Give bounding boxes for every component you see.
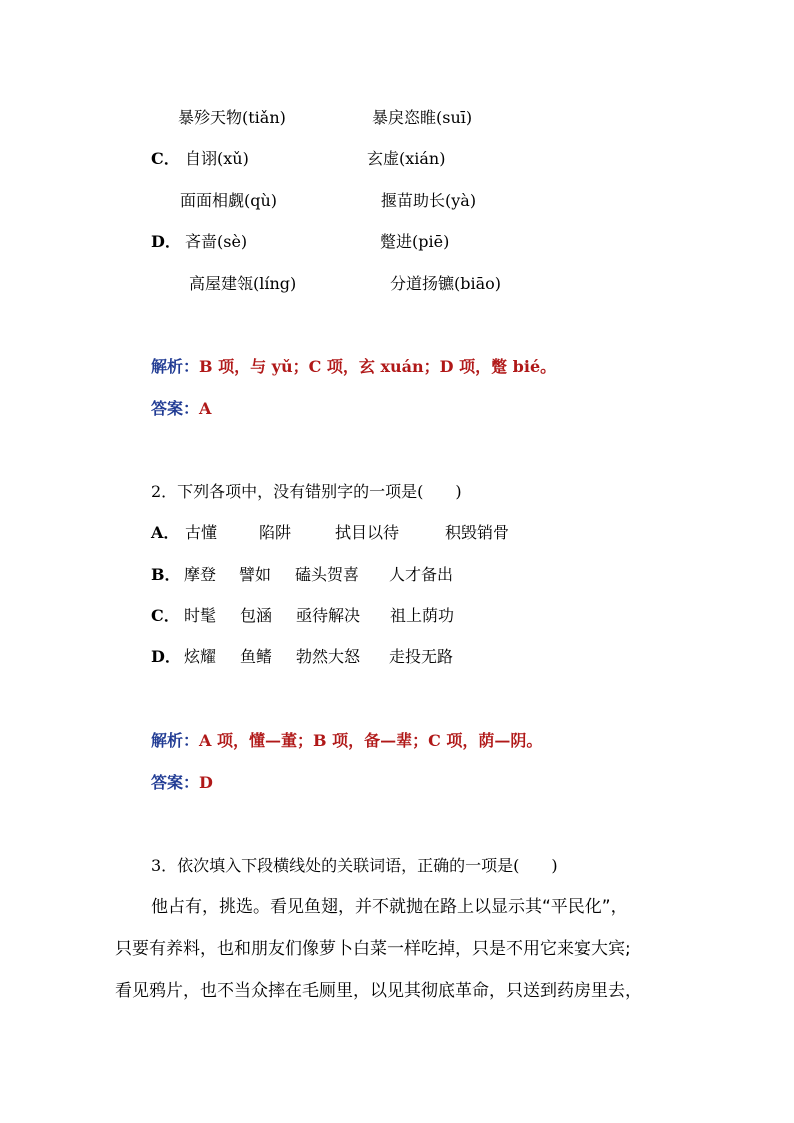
q3-passage-line: 看见鸦片，也不当众摔在毛厕里，以见其彻底革命，只送到药房里去， (115, 981, 642, 1001)
q2-option-d-word: 走投无路 (389, 647, 454, 666)
q2-answer (151, 773, 213, 793)
option-b-word-3: 暴殄天物(tiǎn) (178, 108, 286, 127)
q2-option-b-label: B． (151, 565, 181, 584)
q2-option-d-word: 勃然大怒 (296, 647, 361, 666)
analysis-text: B 项，与 yǔ；C 项，玄 xuán；D 项，蹩 bié。 (199, 357, 557, 376)
option-d-word-1: 吝啬(sè) (185, 232, 248, 251)
q2-option-a-word: 陷阱 (259, 523, 292, 542)
analysis-label: 解析： (151, 357, 200, 376)
q2-option-d-word: 炫耀 (184, 647, 217, 666)
answer-label: 答案： (151, 773, 200, 792)
option-c-word-3: 面面相觑(qù) (180, 191, 278, 210)
q2-option-b-word: 摩登 (184, 565, 217, 584)
q2-option-d-label: D． (151, 647, 181, 666)
q2-option-c-word: 时髦 (184, 606, 217, 625)
q2-option-c-label: C． (151, 606, 180, 625)
q2-option-c-word: 祖上荫功 (390, 606, 455, 625)
q3-passage-line: 只要有养料，也和朋友们像萝卜白菜一样吃掉，只是不用它来宴大宾; (115, 939, 631, 959)
q1-analysis (151, 357, 556, 377)
q2-option-b-word: 譬如 (239, 565, 272, 584)
q2-option-b-word: 磕头贺喜 (295, 565, 360, 584)
q1-answer (151, 399, 211, 419)
q2-stem: 2．下列各项中，没有错别字的一项是( ) (151, 482, 462, 501)
option-b-word-4: 暴戾恣睢(suī) (372, 108, 473, 127)
option-c-word-4: 揠苗助长(yà) (381, 191, 477, 210)
q2-analysis (151, 731, 542, 751)
option-d-word-3: 高屋建瓴(líng) (189, 274, 297, 293)
option-d-word-2: 蹩进(piē) (380, 232, 450, 251)
q2-option-a-word: 拭目以待 (335, 523, 400, 542)
analysis-text: A 项，懂—董；B 项，备—辈；C 项，荫—阴。 (199, 731, 543, 750)
q2-option-a-word: 古懂 (185, 523, 218, 542)
q2-option-a-word: 积毁销骨 (445, 523, 510, 542)
option-d-label: D． (151, 232, 181, 251)
q2-option-c-word: 包涵 (240, 606, 273, 625)
answer-value: D (199, 773, 213, 792)
option-d-word-4: 分道扬镳(biāo) (390, 274, 502, 293)
option-c-label: C． (151, 149, 180, 168)
answer-value: A (199, 399, 212, 418)
q2-option-b-word: 人才备出 (389, 565, 454, 584)
option-c-word-1: 自诩(xǔ) (185, 149, 249, 168)
q2-option-d-word: 鱼鳍 (240, 647, 273, 666)
option-c-word-2: 玄虚(xián) (367, 149, 446, 168)
analysis-label: 解析： (151, 731, 200, 750)
q3-passage-line: 他占有，挑选。看见鱼翅，并不就抛在路上以显示其“平民化”， (151, 897, 628, 917)
q2-option-c-word: 亟待解决 (296, 606, 361, 625)
q3-stem: 3．依次填入下段横线处的关联词语，正确的一项是( ) (151, 856, 558, 875)
answer-label: 答案： (151, 399, 200, 418)
q2-option-a-label: A． (151, 523, 180, 542)
